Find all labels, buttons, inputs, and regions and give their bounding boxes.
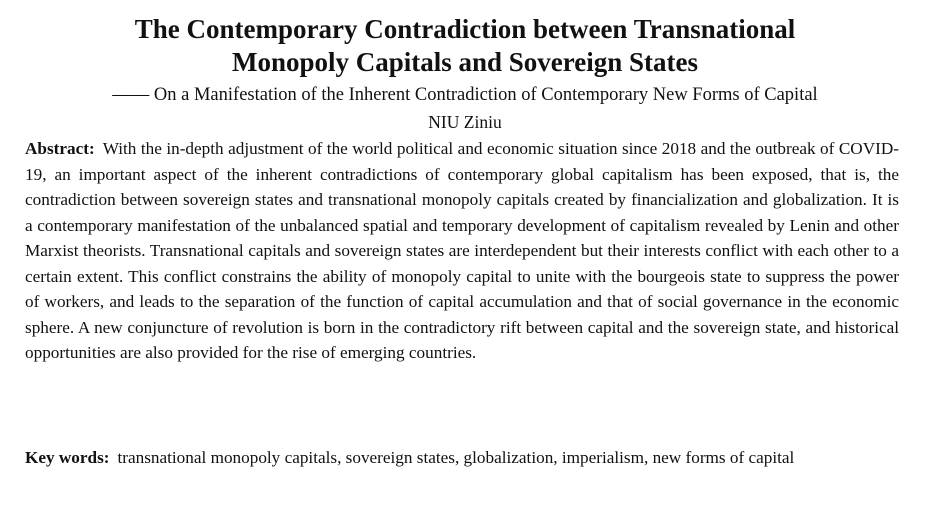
author-name: NIU Ziniu: [428, 112, 502, 132]
keywords-section: [25, 445, 899, 471]
abstract-text: With the in-depth adjustment of the world political and economic situation since 2018 and the outbreak of COVID-19, an important aspect of the inherent contradictions of contemporary global capitalism has been exposed, that is, the contradiction between sovereign states and transnational monopoly capitals created by financialization and globalization. It is a contemporary manifestation of the unbalanced spatial and temporary development of capitalism revealed by Lenin and other Marxist theorists. Transnational capitals and sovereign states are interdependent but their interests conflict with each other to a certain extent. This conflict constrains the ability of monopoly capital to unite with the bourgeois state to suppress the power of workers, and leads to the separation of the function of capital accumulation and that of social governance in the economic sphere. A new conjuncture of revolution is born in the contradictory rift between capital and the sovereign state, and historical opportunities are also provided for the rise of emerging countries.: [25, 139, 899, 362]
abstract-section: [25, 136, 899, 366]
title-line-2: Monopoly Capitals and Sovereign States: [231, 47, 699, 77]
paper-title: [0, 13, 930, 79]
title-line-1: The Contemporary Contradiction between Transnational: [134, 14, 796, 44]
keywords-text: transnational monopoly capitals, sovereign states, globalization, imperialism, new forms of capital: [117, 448, 795, 467]
keywords-label: Key words:: [25, 448, 110, 467]
abstract-label: Abstract:: [25, 139, 95, 158]
paper-subtitle: —— On a Manifestation of the Inherent Contradiction of Contemporary New Forms of Capital: [112, 85, 818, 105]
